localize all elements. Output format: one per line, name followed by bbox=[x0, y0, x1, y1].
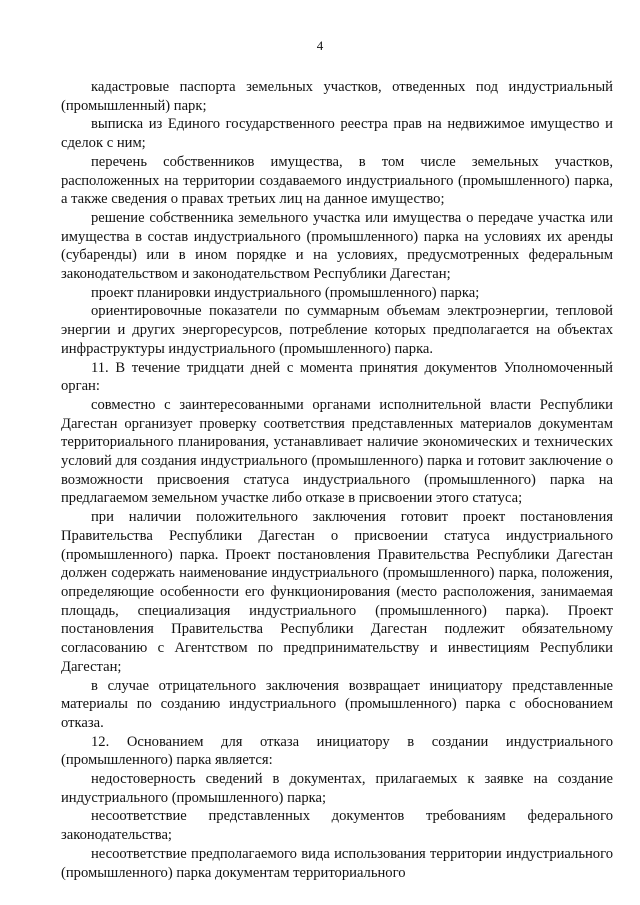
paragraph-energy-indicators: ориентировочные показатели по суммарным объемам электроэнергии, тепловой энергии и других энергоресурсов, потребление которых предполагается на объектах инфраструктуры индустриального (промышленного) парка. bbox=[61, 303, 613, 357]
paragraph-unreliable-info: недостоверность сведений в документах, прилагаемых к заявке на создание индустриального (промышленного) парка; bbox=[61, 771, 613, 806]
paragraph-clause-11: 11. В течение тридцати дней с момента принятия документов Уполномоченный орган: bbox=[61, 359, 613, 395]
paragraph-owner-decision: решение собственника земельного участка или имущества о передаче участка или имущества в состав индустриального (промышленного) парка на условиях их аренды (субаренды) или в ином порядке и на условиях, предусмотренных федеральным законодательством и законодательством Республики Дагестан; bbox=[61, 209, 613, 283]
paragraph-noncompliance-territory: несоответствие предполагаемого вида использования территории индустриального (промышленного) парка документам территориального bbox=[61, 845, 613, 881]
paragraph-joint-review: совместно с заинтересованными органами исполнительной власти Республики Дагестан организует проверку соответствия представленных материалов документам территориального планирования, устанавливает наличие экономических и технических условий для создания индустриального (промышленного) парка и готовит заключение о возможности присвоения статуса индустриального (промышленного) парка на предлагаемом земельном участке либо отказе в присвоении этого статуса; bbox=[61, 396, 613, 507]
paragraph-planning-project: проект планировки индустриального (промышленного) парка; bbox=[91, 284, 480, 301]
paragraph-cadastral-passports: кадастровые паспорта земельных участков, отведенных под индустриальный (промышленный) парк; bbox=[61, 79, 613, 114]
document-body bbox=[61, 78, 613, 882]
paragraph-negative-conclusion: в случае отрицательного заключения возвращает инициатору представленные материалы по созданию индустриального (промышленного) парка с обоснованием отказа. bbox=[61, 677, 613, 731]
page-number: 4 bbox=[316, 38, 324, 53]
paragraph-noncompliance-federal: несоответствие представленных документов требованиям федерального законодательства; bbox=[61, 808, 613, 844]
paragraph-owners-list: перечень собственников имущества, в том числе земельных участков, расположенных на территории создаваемого индустриального (промышленного) парка, а также сведения о правах третьих лиц на данное имущество; bbox=[61, 153, 613, 208]
paragraph-registry-extract: выписка из Единого государственного реестра прав на недвижимое имущество и сделок с ним; bbox=[61, 116, 613, 152]
paragraph-positive-conclusion: при наличии положительного заключения готовит проект постановления Правительства Республики Дагестан о присвоении статуса индустриального (промышленного) парка. Проект постановления Правительства Республики Дагестан должен содержать наименование индустриального (промышленного) парка, положения, определяющие особенности его функционирования (место расположения, занимаемая площадь, специализация индустриального (промышленного) парка). Проект постановления Правительства Республики Дагестан подлежит обязательному согласованию с Агентством по предпринимательству и инвестициям Республики Дагестан; bbox=[61, 509, 613, 675]
paragraph-clause-12: 12. Основанием для отказа инициатору в создании индустриального (промышленного) парка является: bbox=[61, 733, 613, 769]
